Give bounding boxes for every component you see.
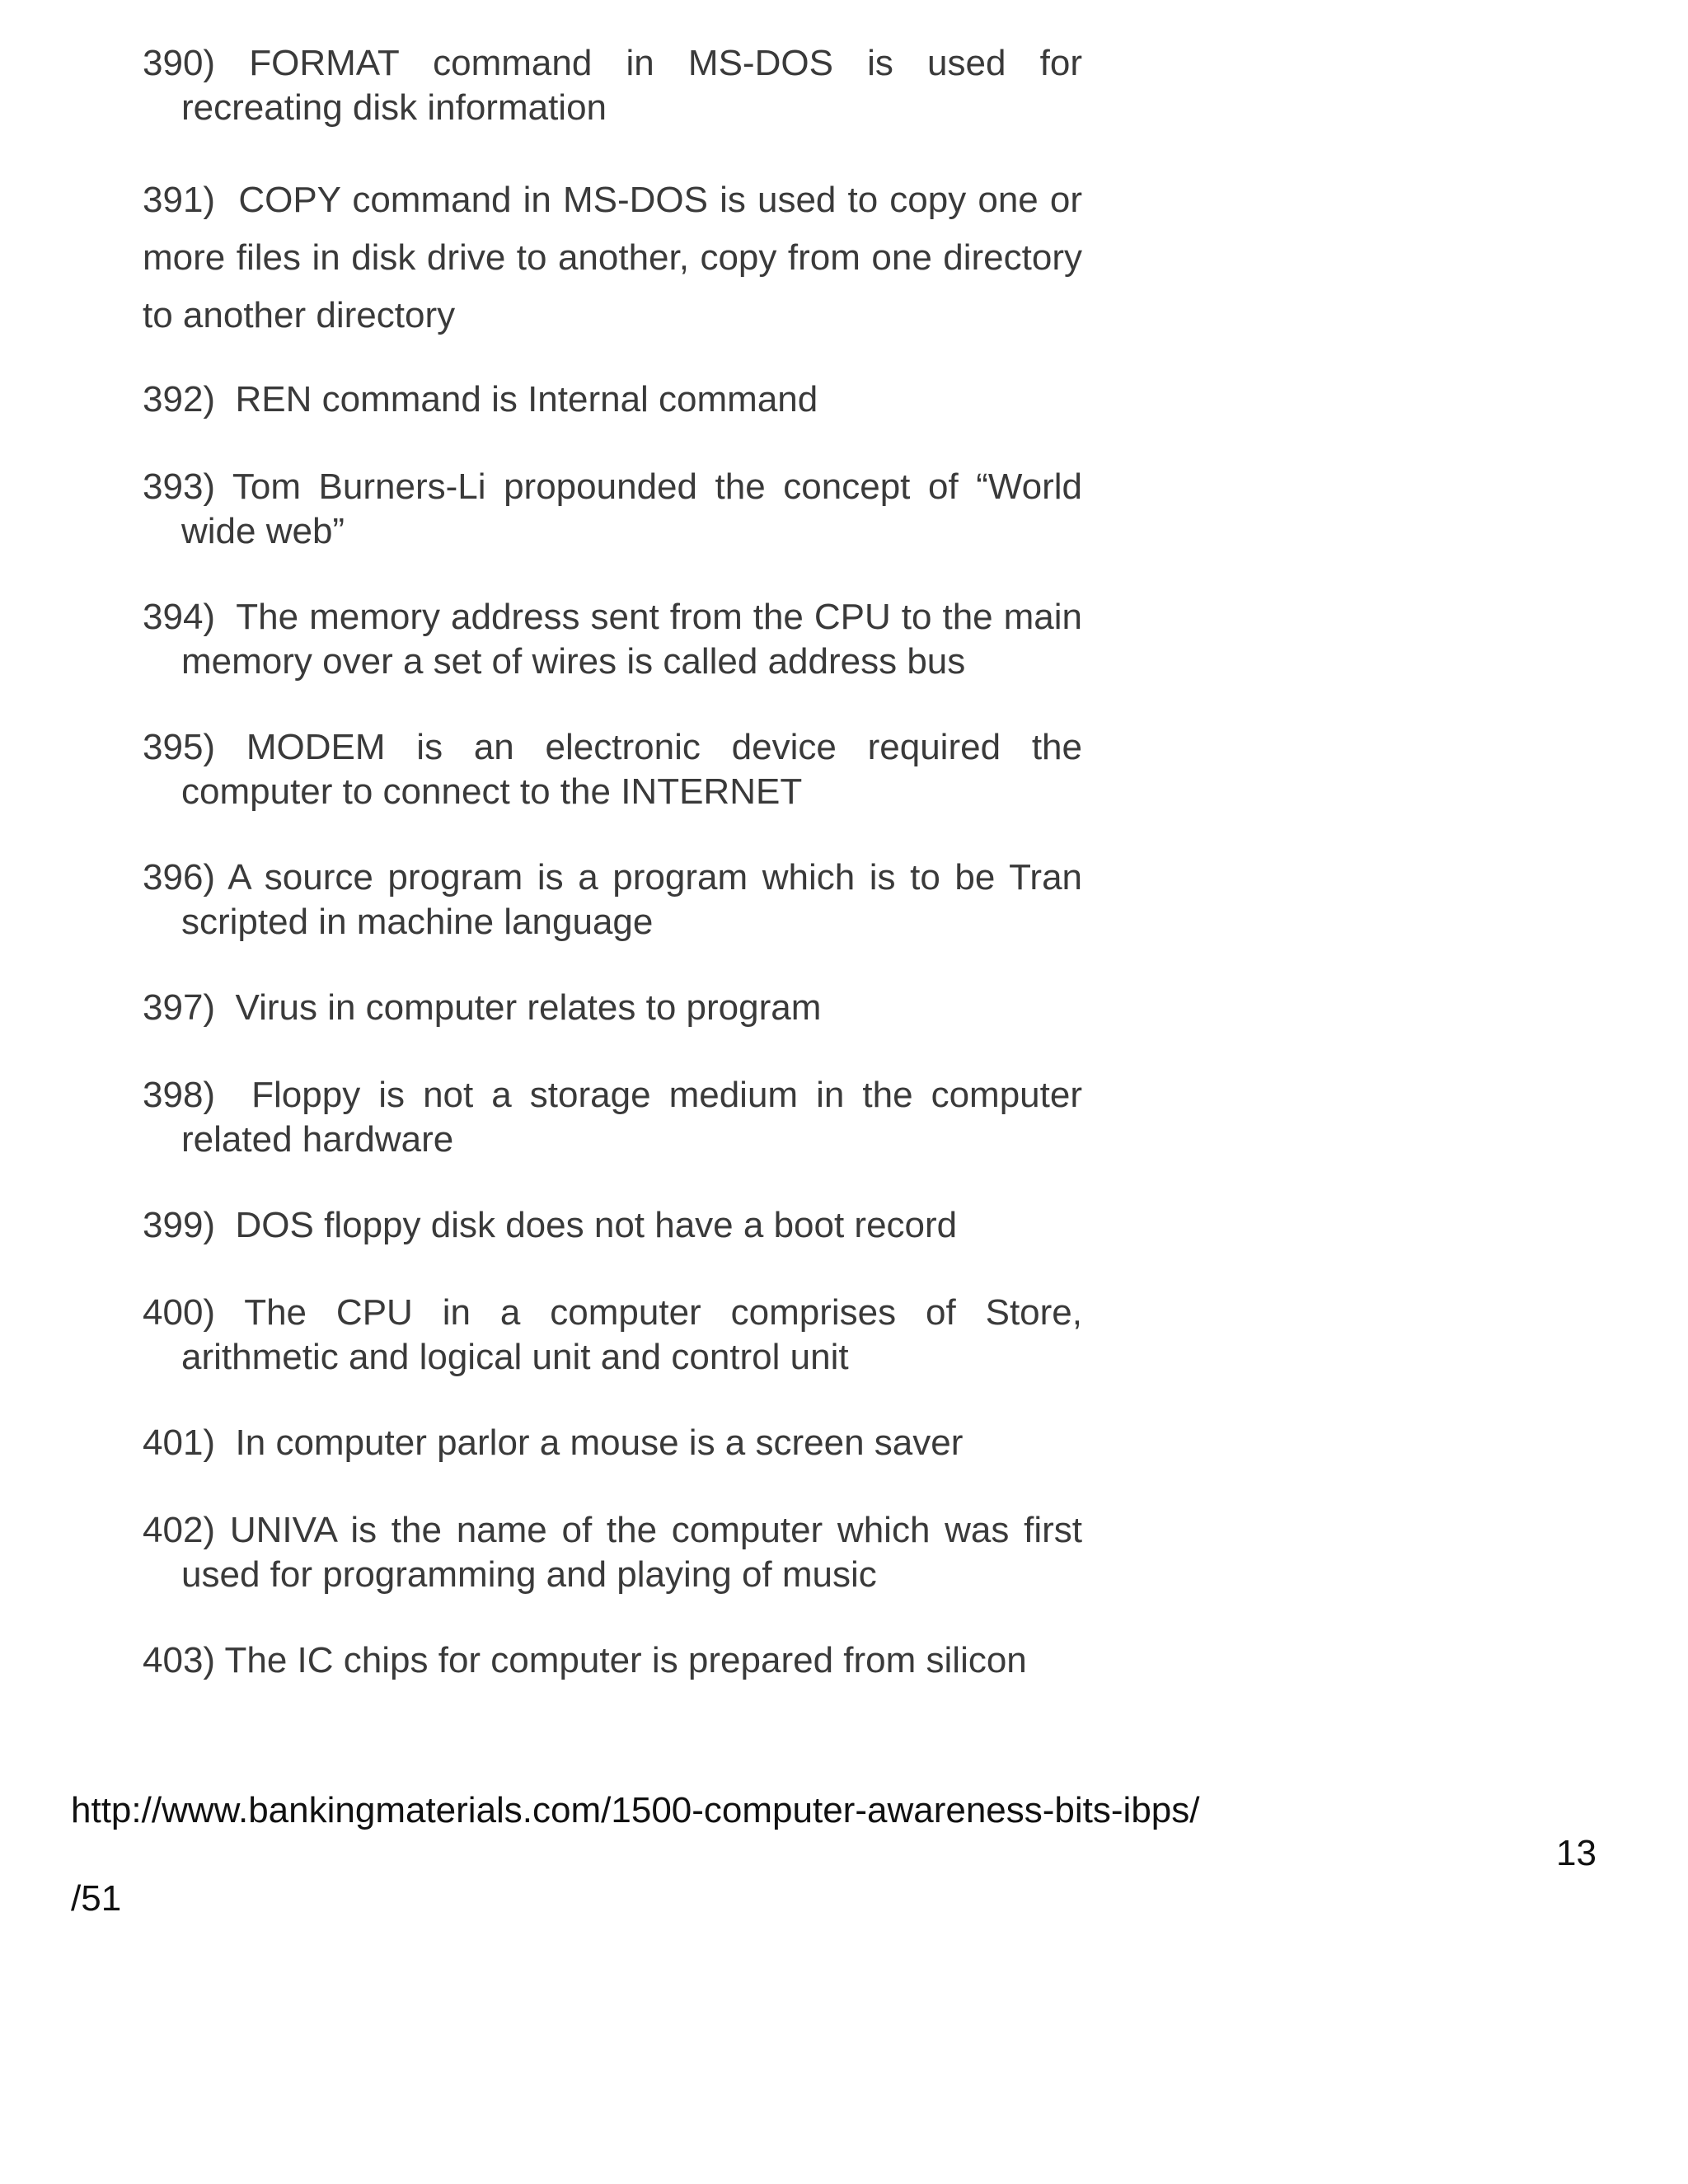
list-item (143, 725, 1082, 814)
item-number: 390) (143, 43, 216, 83)
list-item (143, 1073, 1082, 1162)
item-text: DOS floppy disk does not have a boot record (235, 1205, 958, 1245)
item-number: 396) (143, 857, 216, 898)
item-number: 403) (143, 1640, 216, 1680)
question-list (143, 41, 1082, 1724)
list-item (143, 1291, 1082, 1380)
item-text: The memory address sent from the CPU to the main memory over a set of wires is called address bus (181, 597, 1083, 682)
item-number: 402) (143, 1510, 216, 1550)
item-text: Floppy is not a storage medium in the computer related hardware (181, 1075, 1082, 1160)
item-text: The IC chips for computer is prepared from silicon (224, 1640, 1027, 1680)
item-number: 395) (143, 727, 216, 767)
item-number: 398) (143, 1075, 216, 1115)
page-number: 13 (1556, 1833, 1597, 1873)
item-number: 401) (143, 1422, 216, 1463)
item-number: 400) (143, 1292, 216, 1333)
page-total: /51 (71, 1878, 122, 1919)
list-item (143, 1421, 1082, 1465)
item-text: MODEM is an electronic device required the computer to connect to the INTERNET (181, 727, 1082, 812)
list-item (143, 377, 1082, 422)
list-item (143, 41, 1082, 130)
item-text: A source program is a program which is to be Tran scripted in machine language (181, 857, 1083, 942)
item-number: 394) (143, 597, 216, 637)
item-number: 399) (143, 1205, 216, 1245)
list-item (143, 986, 1082, 1030)
item-number: 392) (143, 379, 216, 419)
item-text: In computer parlor a mouse is a screen saver (235, 1422, 964, 1463)
source-url-link[interactable]: http://www.bankingmaterials.com/1500-computer-awareness-bits-ibps/ (71, 1790, 1200, 1830)
item-number: 391) (143, 180, 216, 220)
item-number: 393) (143, 466, 216, 507)
list-item (143, 171, 1082, 344)
item-number: 397) (143, 987, 216, 1028)
list-item (143, 1638, 1082, 1683)
list-item (143, 465, 1082, 554)
list-item (143, 595, 1082, 684)
item-text: The CPU in a computer comprises of Store, arithmetic and logical unit and control unit (181, 1292, 1082, 1377)
item-text: REN command is Internal command (235, 379, 818, 419)
list-item (143, 1508, 1082, 1597)
item-text: COPY command in MS-DOS is used to copy one or more files in disk drive to another, copy from one directory to another directory (143, 180, 1083, 335)
item-text: FORMAT command in MS-DOS is used for recreating disk information (181, 43, 1082, 128)
item-text: UNIVA is the name of the computer which was first used for programming and playing of music (181, 1510, 1082, 1595)
item-text: Virus in computer relates to program (235, 987, 822, 1028)
item-text: Tom Burners-Li propounded the concept of “World wide web” (181, 466, 1082, 551)
list-item (143, 1203, 1082, 1248)
list-item (143, 855, 1082, 944)
